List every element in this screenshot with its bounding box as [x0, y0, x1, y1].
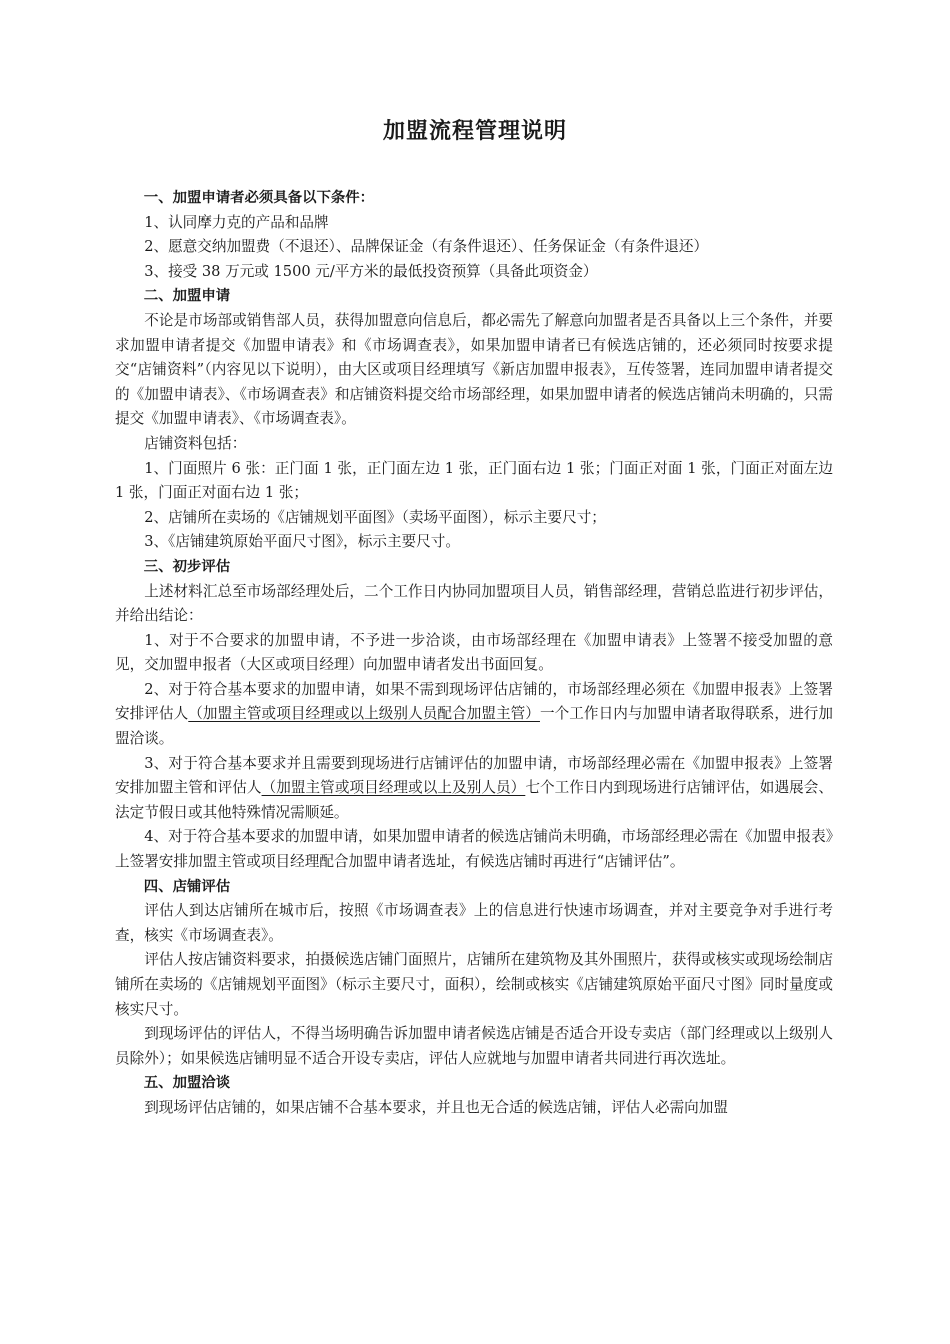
section-3-heading: 三、初步评估	[143, 558, 231, 575]
section-2-paragraph-1: 不论是市场部或销售部人员，获得加盟意向信息后，都必需先了解意向加盟者是否具备以上三个条件，并要求加盟申请者提交《加盟申请表》和《市场调查表》，如果加盟申请者已有候选店铺的，还必须同时按要求提交“店铺资料”（内容见以下说明），由大区或项目经理填写《新店加盟申报表》，互传签署，连同加盟申请者提交的《加盟申请表》、《市场调查表》和店铺资料提交给市场部经理，如果加盟申请者的候选店铺尚未明确的，只需提交《加盟申请表》、《市场调查表》。	[115, 311, 833, 428]
section-1-heading: 一、加盟申请者必须具备以下条件：	[143, 190, 375, 206]
section-2-heading: 二、加盟申请	[143, 288, 231, 305]
section-4-paragraph-2: 评估人按店铺资料要求，拍摄候选店铺门面照片，店铺所在建筑物及其外围照片，获得或核实或现场绘制店铺所在卖场的《店铺规划平面图》（标示主要尺寸，面积），绘制或核实《店铺建筑原始平面尺寸图》同时量度或核实尺寸。	[115, 951, 833, 1018]
evaluation-item-3-text-b: 七个工作日内到现场进行店铺评估，如遇展会、法定节假日或其他特殊情况需顺延。	[115, 779, 833, 821]
evaluation-item-3-text-a: 3、对于符合基本要求并且需要到现场进行店铺评估的加盟申请，市场部经理必需在《加盟申报表》上签署安排加盟主管和评估人	[115, 754, 833, 797]
store-material-item-3: 3、《店铺建筑原始平面尺寸图》，标示主要尺寸。	[144, 533, 460, 551]
document-body	[115, 186, 833, 1121]
document-title: 加盟流程管理说明	[382, 119, 567, 144]
evaluation-item-2	[115, 678, 833, 752]
evaluation-item-2-text-a: 2、对于符合基本要求的加盟申请，如果不需到现场评估店铺的，市场部经理必须在《加盟申报表》上签署安排评估人	[115, 680, 833, 723]
evaluation-item-3	[115, 752, 833, 826]
condition-item-1: 1、认同摩力克的产品和品牌	[144, 213, 329, 231]
evaluation-item-4: 4、对于符合基本要求的加盟申请，如果加盟申请者的候选店铺尚未明确，市场部经理必需在《加盟申报表》上签署安排加盟主管或项目经理配合加盟申请者选址，有候选店铺时再进行“店铺评估”。	[115, 828, 833, 871]
store-material-item-1: 1、门面照片 6 张：正门面 1 张，正门面左边 1 张，正门面右边 1 张；门面正对面 1 张，门面正对面左边 1 张，门面正对面右边 1 张；	[115, 459, 833, 502]
condition-item-2: 2、愿意交纳加盟费（不退还）、品牌保证金（有条件退还）、任务保证金（有条件退还）	[144, 238, 709, 256]
store-material-item-2: 2、店铺所在卖场的《店铺规划平面图》（卖场平面图），标示主要尺寸；	[144, 508, 606, 526]
evaluation-item-3-underlined: （加盟主管或项目经理或以上及别人员）	[261, 779, 526, 797]
condition-item-3: 3、接受 38 万元或 1500 元/平方米的最低投资预算（具备此项资金）	[144, 262, 598, 280]
section-4-heading: 四、店铺评估	[143, 878, 231, 895]
section-2-paragraph-2: 店铺资料包括：	[144, 434, 247, 452]
section-4-paragraph-1: 评估人到达店铺所在城市后，按照《市场调查表》上的信息进行快速市场调查，并对主要竞争对手进行考查，核实《市场调查表》。	[115, 902, 833, 944]
evaluation-item-2-underlined: （加盟主管或项目经理或以上级别人员配合加盟主管）	[188, 705, 540, 723]
section-3-paragraph-1: 上述材料汇总至市场部经理处后，二个工作日内协同加盟项目人员，销售部经理，营销总监进行初步评估，并给出结论：	[115, 582, 833, 625]
section-4-paragraph-3: 到现场评估的评估人，不得当场明确告诉加盟申请者候选店铺是否适合开设专卖店（部门经理或以上级别人员除外）；如果候选店铺明显不适合开设专卖店，评估人应就地与加盟申请者共同进行再次选址。	[115, 1025, 833, 1067]
section-5-paragraph-1: 到现场评估店铺的，如果店铺不合基本要求，并且也无合适的候选店铺，评估人必需向加盟	[144, 1098, 728, 1116]
evaluation-item-2-text-b: 一个工作日内与加盟申请者取得联系，进行加盟洽谈。	[115, 705, 833, 748]
evaluation-item-1: 1、对于不合要求的加盟申请，不予进一步洽谈，由市场部经理在《加盟申请表》上签署不接受加盟的意见，交加盟申报者（大区或项目经理）向加盟申请者发出书面回复。	[115, 631, 833, 674]
section-5-heading: 五、加盟洽谈	[143, 1075, 231, 1092]
